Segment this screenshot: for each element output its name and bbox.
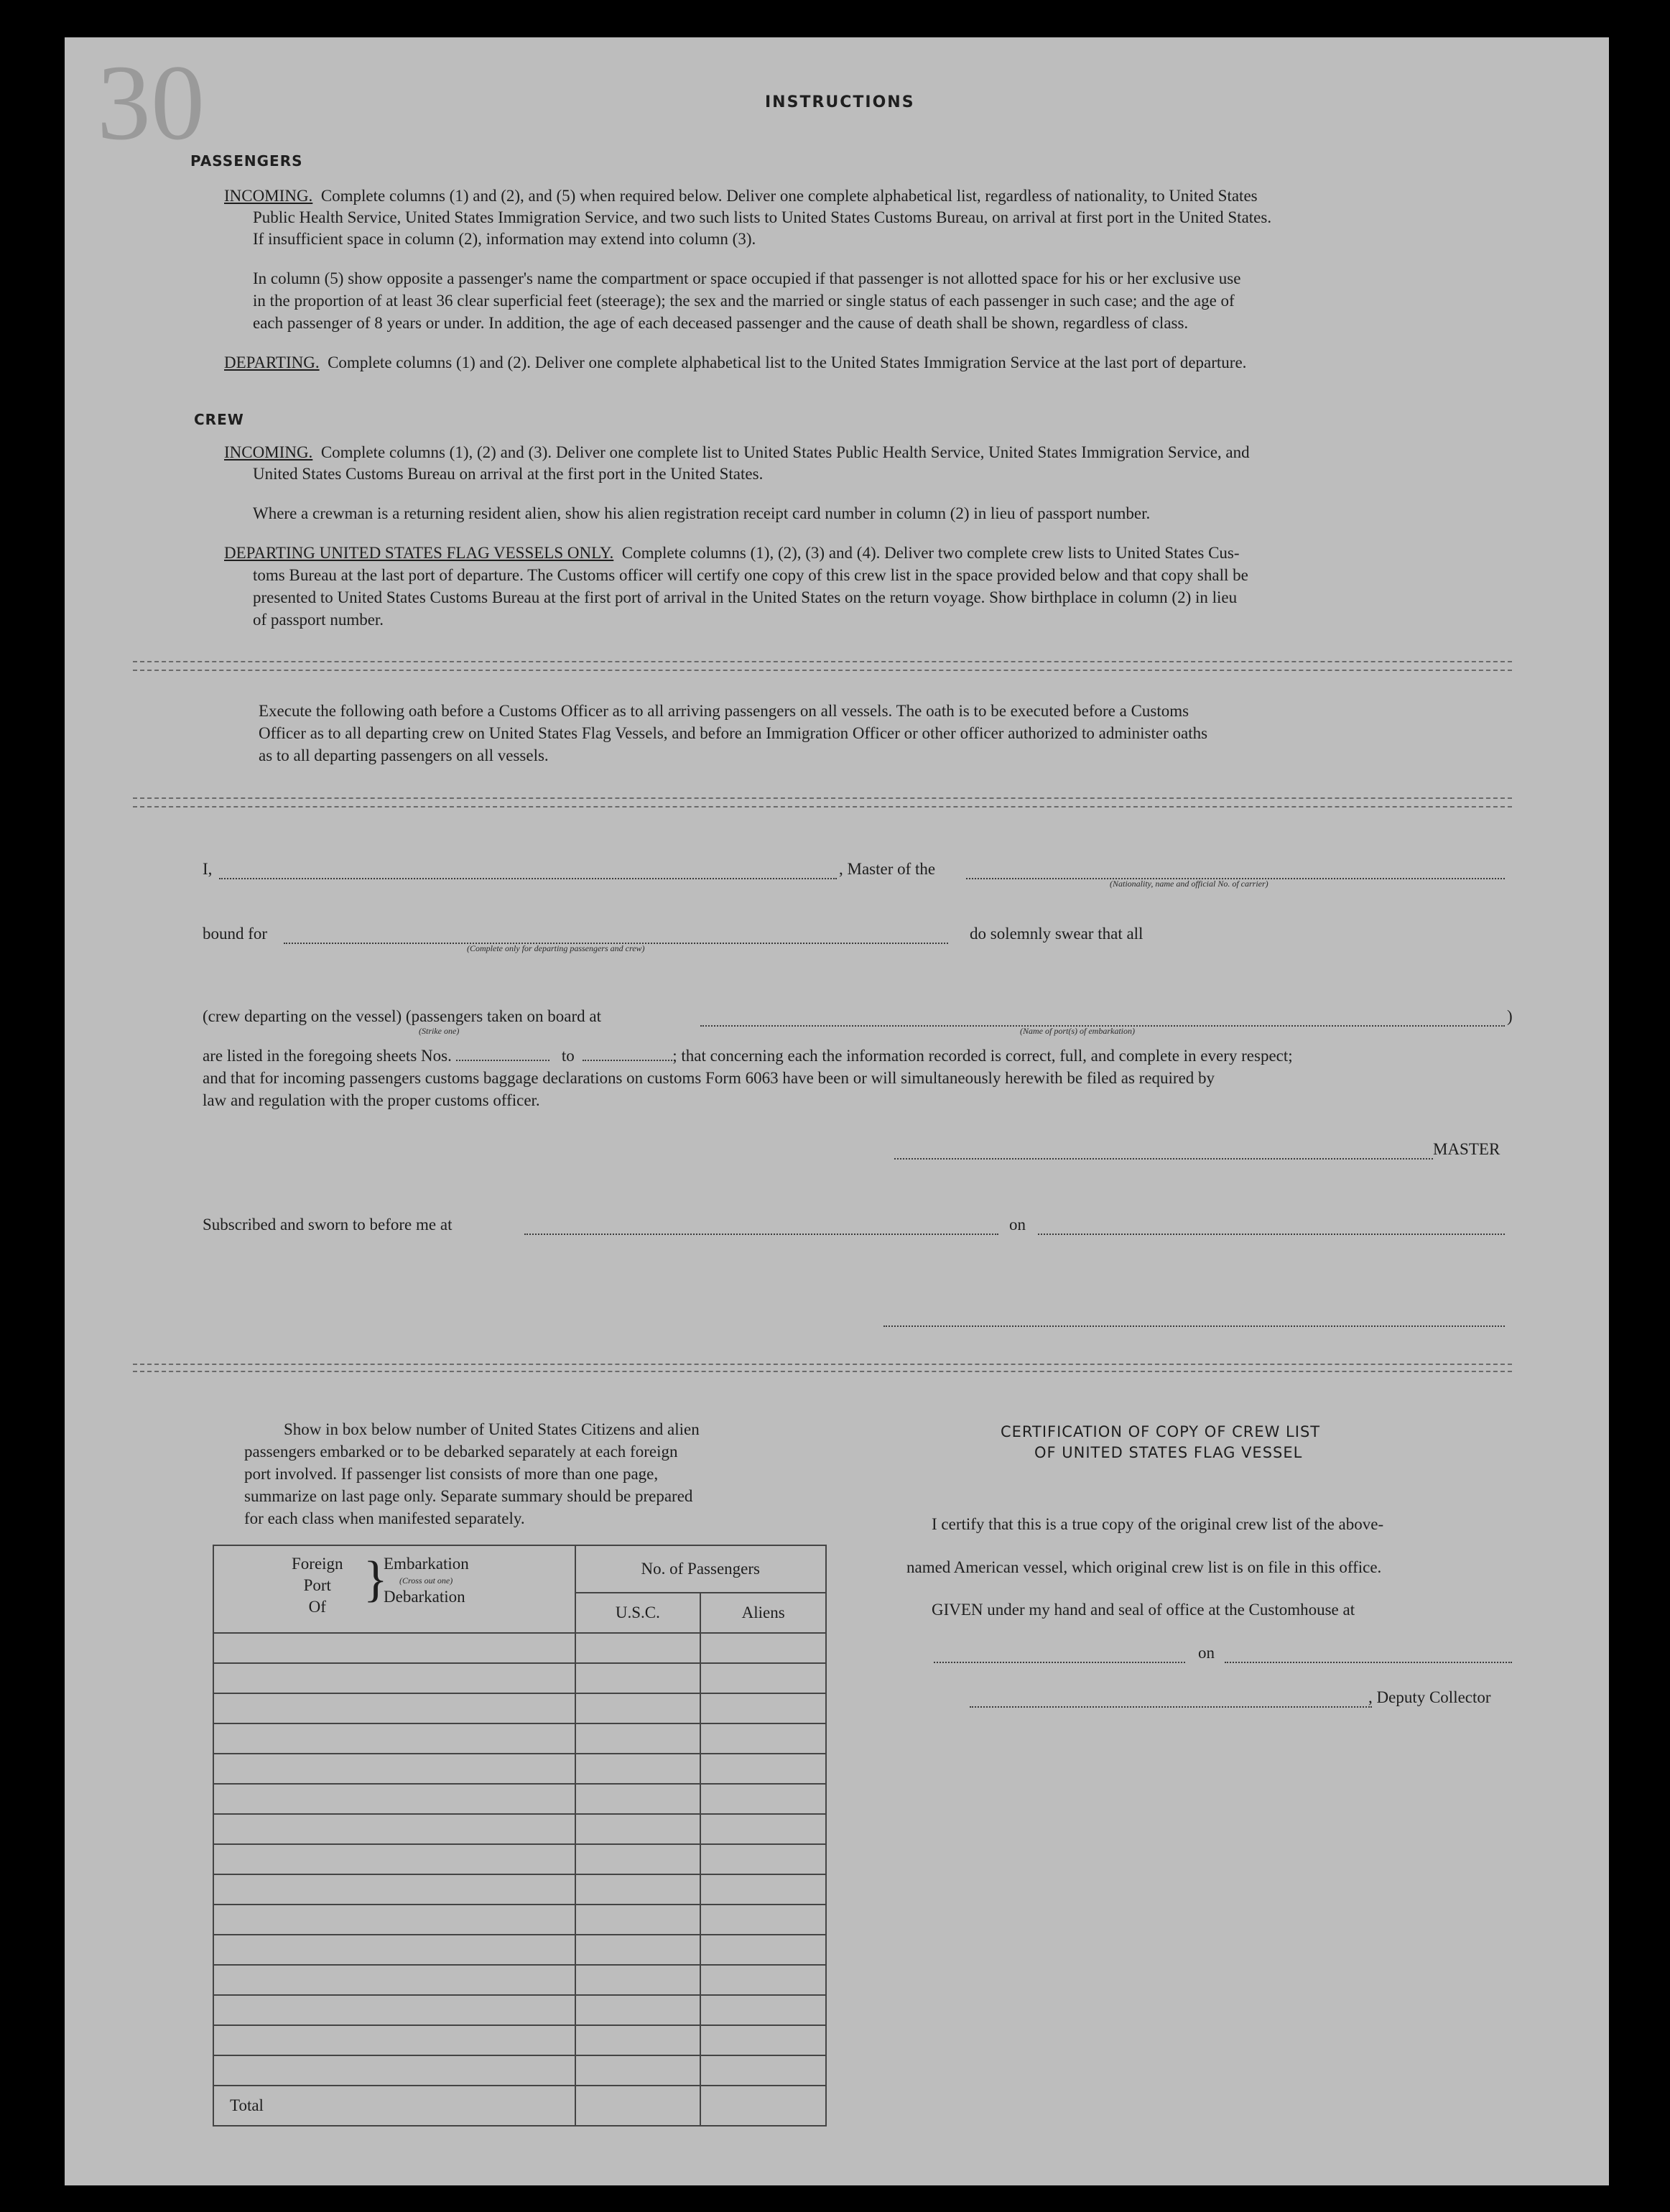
sworn-at-field[interactable] <box>524 1234 998 1235</box>
sheet-to-field[interactable] <box>583 1060 672 1061</box>
customhouse-field[interactable] <box>934 1662 1185 1663</box>
crew-incoming-text-1: Complete columns (1), (2) and (3). Deliver one complete list to United States Public Health Service, United States Immigration Service, and <box>320 443 1250 461</box>
debarkation-label: Debarkation <box>384 1588 465 1606</box>
usc-cell[interactable] <box>575 1754 701 1784</box>
listed-text-b: ; that concerning each the information recorded is correct, full, and complete in every respect; <box>672 1047 1293 1065</box>
aliens-cell[interactable] <box>700 2055 826 2086</box>
master-name-field[interactable] <box>219 878 837 879</box>
of-label: Of <box>308 1598 326 1616</box>
usc-cell[interactable] <box>575 1663 701 1693</box>
usc-cell[interactable] <box>575 1935 701 1965</box>
port-cell[interactable] <box>213 1905 575 1935</box>
brace-icon: } <box>363 1552 388 1607</box>
usc-cell[interactable] <box>575 1965 701 1995</box>
certification-text-1: I certify that this is a true copy of the original crew list of the above- <box>932 1515 1384 1533</box>
oath-intro-1: Execute the following oath before a Customs Officer as to all arriving passengers on all vessels. The oath is to be executed before a Customs <box>259 702 1189 720</box>
usc-cell[interactable] <box>575 1633 701 1663</box>
separator-1b <box>133 670 1512 671</box>
usc-cell[interactable] <box>575 1905 701 1935</box>
crew-incoming-text-2: United States Customs Bureau on arrival at the first port in the United States. <box>253 465 764 483</box>
listed-line-2: and that for incoming passengers customs baggage declarations on customs Form 6063 have been or will simultaneously herewith be filed as required by <box>203 1069 1215 1087</box>
crew-incoming-label: INCOMING. <box>224 443 313 461</box>
separator-2 <box>133 797 1512 799</box>
port-cell[interactable] <box>213 1935 575 1965</box>
deputy-collector-label: , Deputy Collector <box>1368 1688 1491 1706</box>
passengers-departing-text: Complete columns (1) and (2). Deliver one complete alphabetical list to the United States Immigration Service at the last port of departure. <box>328 353 1247 371</box>
port-cell[interactable] <box>213 1663 575 1693</box>
page-number-stamp: 30 <box>97 43 205 162</box>
passengers-heading: PASSENGERS <box>190 152 303 170</box>
aliens-total-cell[interactable] <box>700 2086 826 2126</box>
summary-intro-2: passengers embarked or to be debarked separately at each foreign <box>244 1443 678 1461</box>
listed-to: to <box>561 1047 575 1065</box>
port-cell[interactable] <box>213 1693 575 1723</box>
table-row <box>213 2055 826 2086</box>
no-passengers-header: No. of Passengers <box>575 1545 826 1593</box>
swear-text: do solemnly swear that all <box>970 925 1144 943</box>
table-row <box>213 1723 826 1754</box>
passengers-incoming <box>224 185 1510 207</box>
table-row <box>213 1754 826 1784</box>
aliens-cell[interactable] <box>700 2025 826 2055</box>
embarkation-label: Embarkation <box>384 1555 469 1573</box>
listed-line-1 <box>203 1045 1517 1067</box>
sheet-from-field[interactable] <box>456 1060 549 1061</box>
oath-intro-2: Officer as to all departing crew on United States Flag Vessels, and before an Immigration Officer or other officer authorized to administer oaths <box>259 724 1208 742</box>
certification-on-label: on <box>1198 1644 1215 1662</box>
port-label: Port <box>303 1576 331 1594</box>
certification-title-1: CERTIFICATION OF COPY OF CREW LIST <box>1001 1423 1321 1440</box>
separator-3 <box>133 1364 1512 1365</box>
port-cell[interactable] <box>213 1965 575 1995</box>
passenger-summary-table <box>213 1545 827 2127</box>
aliens-cell[interactable] <box>700 1693 826 1723</box>
aliens-cell[interactable] <box>700 1995 826 2025</box>
usc-cell[interactable] <box>575 2055 701 2086</box>
port-cell[interactable] <box>213 1784 575 1814</box>
master-label: MASTER <box>1433 1140 1500 1158</box>
aliens-cell[interactable] <box>700 1663 826 1693</box>
separator-1 <box>133 661 1512 662</box>
aliens-cell[interactable] <box>700 1633 826 1663</box>
table-row <box>213 2025 826 2055</box>
bound-for-caption: (Complete only for departing passengers and crew) <box>467 943 645 953</box>
crew-heading: CREW <box>194 411 244 428</box>
strike-caption: (Strike one) <box>419 1026 460 1036</box>
port-cell[interactable] <box>213 1874 575 1905</box>
officer-signature-field[interactable] <box>883 1325 1505 1327</box>
certification-text-2: named American vessel, which original crew list is on file in this office. <box>906 1558 1382 1576</box>
port-header-cell <box>213 1545 575 1633</box>
table-row <box>213 1874 826 1905</box>
crew-departing-text-1: Complete columns (1), (2), (3) and (4). Deliver two complete crew lists to United States Cus- <box>621 544 1240 562</box>
usc-total-cell[interactable] <box>575 2086 701 2126</box>
port-cell[interactable] <box>213 1723 575 1754</box>
listed-line-3: law and regulation with the proper customs officer. <box>203 1091 540 1109</box>
table-row <box>213 1995 826 2025</box>
aliens-cell[interactable] <box>700 1754 826 1784</box>
master-signature-field[interactable] <box>894 1158 1433 1160</box>
port-cell[interactable] <box>213 1995 575 2025</box>
deputy-collector-signature-field[interactable] <box>970 1706 1372 1708</box>
port-cell[interactable] <box>213 1814 575 1844</box>
vessel-caption: (Nationality, name and official No. of carrier) <box>1110 879 1268 889</box>
port-cell[interactable] <box>213 1633 575 1663</box>
table-row <box>213 1905 826 1935</box>
table-row <box>213 1633 826 1663</box>
subscribed-label: Subscribed and sworn to before me at <box>203 1216 453 1234</box>
passengers-departing-label: DEPARTING. <box>224 353 320 371</box>
passengers-incoming-label: INCOMING. <box>224 187 313 205</box>
passengers-col5-text-3: each passenger of 8 years or under. In addition, the age of each deceased passenger and the cause of death shall be shown, regardless of class. <box>253 314 1189 332</box>
certification-title-2: OF UNITED STATES FLAG VESSEL <box>1034 1444 1303 1461</box>
crew-departing-oath: (crew departing on the vessel) (passengers taken on board at <box>203 1007 601 1025</box>
table-row <box>213 1935 826 1965</box>
aliens-cell[interactable] <box>700 1965 826 1995</box>
crew-departing-text-2: toms Bureau at the last port of departure. The Customs officer will certify one copy of this crew list in the space provided below and that copy shall be <box>253 566 1248 584</box>
page-title: INSTRUCTIONS <box>765 93 915 111</box>
aliens-cell[interactable] <box>700 1844 826 1874</box>
oath-intro-3: as to all departing passengers on all vessels. <box>259 746 549 764</box>
ports-caption: (Name of port(s) of embarkation) <box>1020 1026 1135 1036</box>
summary-intro-3: port involved. If passenger list consists of more than one page, <box>244 1465 659 1483</box>
aliens-cell[interactable] <box>700 1723 826 1754</box>
table-row <box>213 1844 826 1874</box>
aliens-header: Aliens <box>700 1593 826 1633</box>
bound-for-label: bound for <box>203 925 268 943</box>
crew-departing <box>224 542 1517 564</box>
port-cell[interactable] <box>213 2055 575 2086</box>
passengers-departing <box>224 352 1517 374</box>
aliens-cell[interactable] <box>700 1874 826 1905</box>
cross-out-caption: (Cross out one) <box>399 1575 453 1586</box>
separator-3b <box>133 1371 1512 1372</box>
table-row <box>213 1814 826 1844</box>
certification-given: GIVEN under my hand and seal of office at the Customhouse at <box>932 1601 1355 1619</box>
table-row <box>213 1693 826 1723</box>
usc-cell[interactable] <box>575 1874 701 1905</box>
aliens-cell[interactable] <box>700 1905 826 1935</box>
aliens-cell[interactable] <box>700 1935 826 1965</box>
table-row <box>213 1784 826 1814</box>
summary-intro-5: for each class when manifested separately. <box>244 1509 525 1527</box>
passengers-col5-text-2: in the proportion of at least 36 clear superficial feet (steerage); the sex and the married or single status of each passenger in such case; and the age of <box>253 292 1235 310</box>
passengers-incoming-text-1: Complete columns (1) and (2), and (5) when required below. Deliver one complete alphabetical list, regardless of nationality, to United States <box>320 187 1258 205</box>
certification-date-field[interactable] <box>1225 1662 1512 1663</box>
crew-departing-text-4: of passport number. <box>253 611 384 629</box>
usc-cell[interactable] <box>575 1693 701 1723</box>
aliens-cell[interactable] <box>700 1814 826 1844</box>
table-row <box>213 1663 826 1693</box>
foreign-label: Foreign <box>292 1555 343 1573</box>
port-cell[interactable] <box>213 2025 575 2055</box>
usc-header: U.S.C. <box>575 1593 701 1633</box>
oath-i-label: I, <box>203 860 213 878</box>
passengers-incoming-text-2: Public Health Service, United States Immigration Service, and two such lists to United States Customs Bureau, on arrival at first port in the United States. <box>253 208 1272 226</box>
total-row <box>213 2086 826 2126</box>
crew-departing-text-3: presented to United States Customs Bureau at the first port of arrival in the United States on the return voyage. Show birthplace in column (2) in lieu <box>253 588 1238 606</box>
usc-cell[interactable] <box>575 1723 701 1754</box>
listed-text-a: are listed in the foregoing sheets Nos. <box>203 1047 452 1065</box>
usc-cell[interactable] <box>575 1844 701 1874</box>
usc-cell[interactable] <box>575 1814 701 1844</box>
sworn-on-label: on <box>1009 1216 1026 1234</box>
close-paren: ) <box>1507 1007 1513 1025</box>
usc-cell[interactable] <box>575 2025 701 2055</box>
usc-cell[interactable] <box>575 1784 701 1814</box>
aliens-cell[interactable] <box>700 1784 826 1814</box>
summary-intro-4: summarize on last page only. Separate summary should be prepared <box>244 1487 693 1505</box>
usc-cell[interactable] <box>575 1995 701 2025</box>
crew-incoming <box>224 442 1517 463</box>
separator-2b <box>133 806 1512 807</box>
summary-intro-1: Show in box below number of United States Citizens and alien <box>284 1420 700 1438</box>
master-of-label: , Master of the <box>839 860 936 878</box>
crew-departing-label: DEPARTING UNITED STATES FLAG VESSELS ONLY. <box>224 544 614 562</box>
passengers-col5-text-1: In column (5) show opposite a passenger's name the compartment or space occupied if that passenger is not allotted space for his or her exclusive use <box>253 269 1241 287</box>
crew-resident-text: Where a crewman is a returning resident alien, show his alien registration receipt card number in column (2) in lieu of passport number. <box>253 504 1151 522</box>
passengers-incoming-text-3: If insufficient space in column (2), information may extend into column (3). <box>253 230 756 248</box>
table-row <box>213 1965 826 1995</box>
sworn-date-field[interactable] <box>1038 1234 1505 1235</box>
port-cell[interactable] <box>213 1754 575 1784</box>
port-cell[interactable] <box>213 1844 575 1874</box>
total-label: Total <box>213 2086 575 2126</box>
